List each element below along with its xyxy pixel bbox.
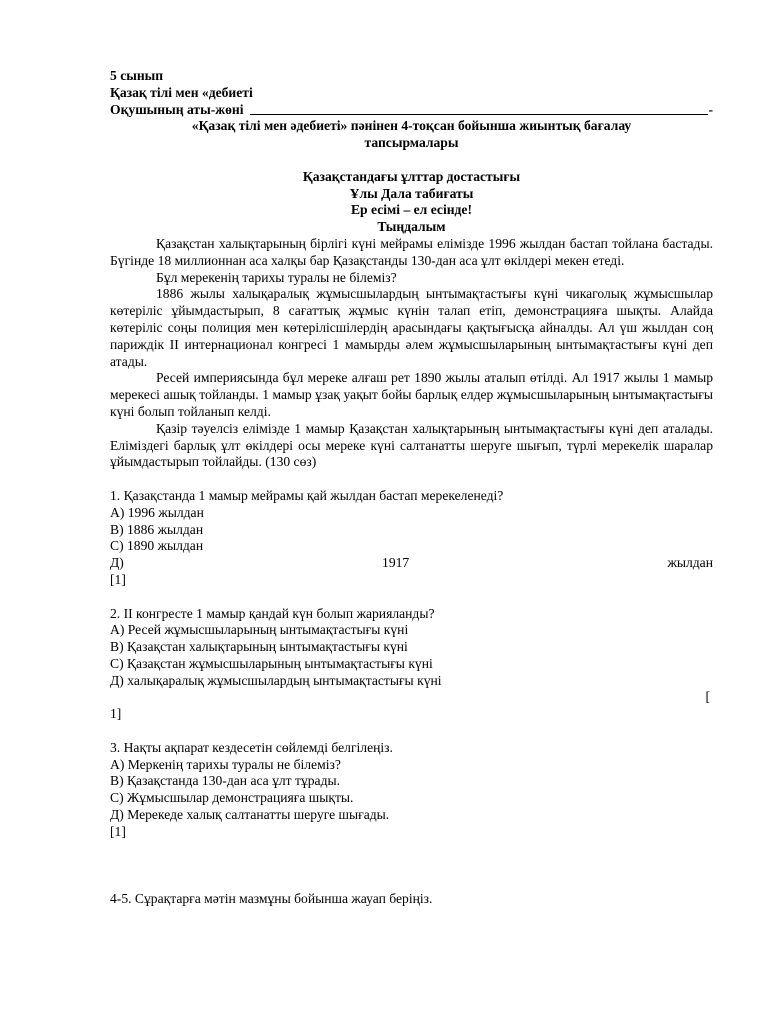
student-name-line bbox=[110, 102, 713, 119]
question-1-option-c: С) 1890 жылдан bbox=[110, 538, 204, 554]
section-heading-1: Қазақстандағы ұлттар достастығы bbox=[302, 168, 521, 184]
question-3-text: 3. Нақты ақпарат кездесетін сөйлемді белгілеңіз. bbox=[110, 739, 393, 755]
question-3-option-b: В) Қазақстанда 130-дан аса ұлт тұрады. bbox=[110, 773, 341, 789]
question-4-5-text: 4-5. Сұрақтарға мәтін мазмұны бойынша жауап беріңіз. bbox=[110, 891, 433, 907]
question-3-score: [1] bbox=[110, 823, 126, 839]
subject-line: Қазақ тілі мен «дебиеті bbox=[110, 84, 253, 100]
question-2-text: 2. ІІ конгресте 1 мамыр қандай күн болып жарияланды? bbox=[110, 605, 435, 621]
question-2-option-b: В) Қазақстан халықтарының ынтымақтастығы күні bbox=[110, 639, 408, 655]
question-2-option-c: С) Қазақстан жұмысшыларының ынтымақтастығы күні bbox=[110, 655, 433, 671]
grade-line: 5 сынып bbox=[110, 68, 164, 83]
question-2-option-a: А) Ресей жұмысшыларының ынтымақтастығы күні bbox=[110, 622, 409, 638]
question-1 bbox=[110, 488, 713, 589]
question-3-option-a: А) Меркенің тарихы туралы не білеміз? bbox=[110, 756, 341, 772]
section-heading-2: Ұлы Дала табиғаты bbox=[349, 185, 474, 201]
student-name-label: Оқушының аты-жөні bbox=[110, 101, 244, 117]
question-3-option-c: С) Жұмысшылар демонстрацияға шықты. bbox=[110, 790, 354, 806]
text-paragraph-1: Қазақстан халықтарының бірлігі күні мейрамы елімізде 1996 жылдан бастап тойлана бастады. Бүгінде 18 миллионнан аса халқы бар Қазақстанды 130-дан аса ұлт өкілдері мекен етеді. bbox=[110, 235, 713, 268]
question-3-option-d: Д) Мерекеде халық салтанатты шеруге шығады. bbox=[110, 807, 390, 823]
question-2 bbox=[110, 606, 713, 724]
section-heading-3: Ер есімі – ел есінде! bbox=[350, 202, 472, 218]
student-name-tail: - bbox=[708, 101, 713, 117]
question-2-score-open: [ bbox=[705, 689, 710, 705]
page-title-line2: тапсырмалары bbox=[364, 135, 459, 151]
question-1-option-d-word: жылдан bbox=[667, 555, 713, 571]
student-name-blank bbox=[250, 113, 709, 115]
question-1-option-a: А) 1996 жылдан bbox=[110, 504, 204, 520]
question-1-score: [1] bbox=[110, 571, 126, 587]
document-page bbox=[110, 68, 713, 908]
text-paragraph-3: 1886 жылы халықаралық жұмысшылардың ынтымақтастығы күні чикаголық жұмысшылар көтеріліс ұйымдастырып, 8 сағаттық жұмыс күнін талап етіп, демонстрацияға шықты. Алайда көтеріліс соңы полиция мен көтерілісшілердің арасындағы қақтығысқа айналды. Ал үш жылдан соң париждік ІІ интернационал конгресі 1 мамырды әлем жұмысшыларының ынтымақтастығы күні деп атады. bbox=[110, 286, 713, 369]
text-paragraph-4: Ресей империясында бұл мереке алғаш рет 1890 жылы аталып өтілді. Ал 1917 жылы 1 мамыр мерекесі ашық тойланды. 1 мамыр ұзақ уақыт бойы барлық елдер жұмысшыларының ынтымақтастығы күні болып тойланып келді. bbox=[110, 370, 713, 419]
question-3 bbox=[110, 740, 713, 841]
section-heading-4: Тыңдалым bbox=[377, 219, 446, 235]
question-1-option-d-year: 1917 bbox=[382, 555, 410, 571]
question-1-option-b: В) 1886 жылдан bbox=[110, 521, 204, 537]
text-paragraph-2: Бұл мерекенің тарихы туралы не білеміз? bbox=[156, 269, 397, 285]
question-1-text: 1. Қазақстанда 1 мамыр мейрамы қай жылдан бастап мерекеленеді? bbox=[110, 487, 504, 503]
question-1-option-d bbox=[110, 555, 713, 572]
text-paragraph-5: Қазір тәуелсіз елімізде 1 мамыр Қазақстан халықтарының ынтымақтастығы күні деп аталады. Еліміздегі барлық ұлт өкілдері осы мереке күні салтанатты шеруге шығып, түрлі мерекелік шаралар ұйымдастырып тойлайды. (130 сөз) bbox=[110, 420, 713, 470]
question-2-option-d: Д) халықаралық жұмысшылардың ынтымақтастығы күні bbox=[110, 672, 442, 688]
question-2-score-close: 1] bbox=[110, 706, 122, 722]
question-1-option-d-letter: Д) bbox=[110, 555, 124, 571]
page-title-line1: «Қазақ тілі мен әдебиеті» пәнінен 4-тоқсан бойынша жиынтық бағалау bbox=[191, 118, 632, 134]
